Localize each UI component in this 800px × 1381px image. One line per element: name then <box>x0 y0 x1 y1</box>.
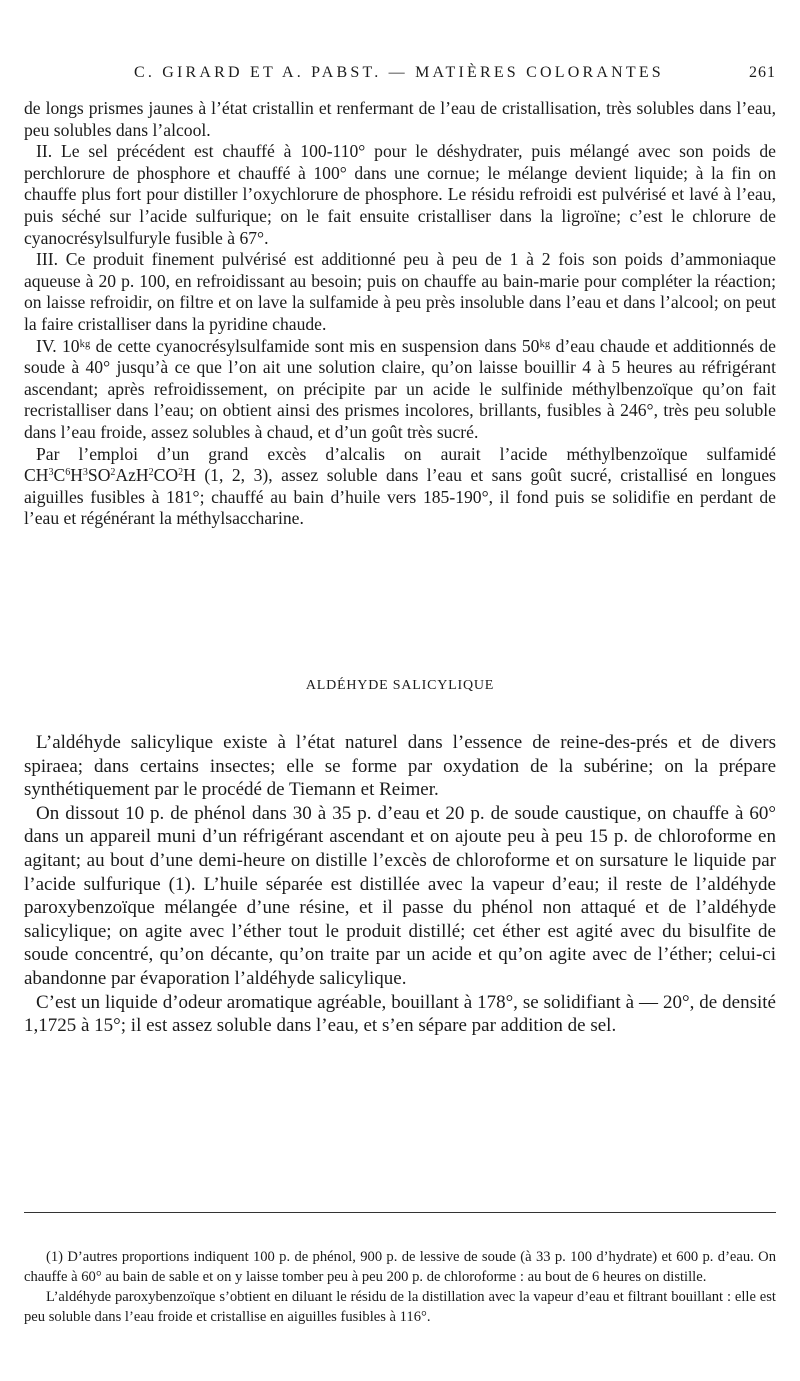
running-head <box>24 64 776 86</box>
paragraph-continuation: de longs prismes jaunes à l’état cristallin et renfermant de l’eau de cristallisation, très solubles dans l’eau, peu solubles dans l’alcool. <box>24 98 776 140</box>
formula-subscript: 6 <box>65 467 71 479</box>
footnote-1-continuation: L’aldéhyde paroxybenzoïque s’obtient en diluant le résidu de la distillation avec la vapeur d’eau et filtrant bouillant : elle est peu soluble dans l’eau froide et cristallise en aiguilles fusibles à 116°. <box>24 1289 776 1325</box>
paragraph-intro: L’aldéhyde salicylique existe à l’état naturel dans l’essence de reine-des-prés et de divers spiraea; dans certains insectes; elle se forme par oxydation de la subérine; on la prépare synthétiquement par le procédé de Tiemann et Reimer. <box>24 732 776 801</box>
upper-text-block <box>24 98 776 530</box>
formula-subscript: 2 <box>148 467 154 479</box>
formula-subscript: 2 <box>110 467 116 479</box>
footnote-1: (1) D’autres proportions indiquent 100 p. de phénol, 900 p. de lessive de soude (à 33 p. 100 d’hydrate) et 600 p. d’eau. On chauffe à 60° au bain de sable et on y laisse tomber peu à peu 200 p. de chloroforme : au bout de 6 heures on distille. <box>24 1249 776 1285</box>
book-page <box>24 0 776 1381</box>
formula-part: AzH <box>115 465 149 486</box>
footnotes <box>24 1247 776 1327</box>
page-number: 261 <box>749 64 776 81</box>
lower-text-block <box>24 731 776 1038</box>
formula-subscript: 3 <box>82 467 88 479</box>
formula-subscript: 3 <box>48 467 54 479</box>
section-title: ALDÉHYDE SALICYLIQUE <box>305 678 495 693</box>
paragraph-step-2: II. Le sel précédent est chauffé à 100-110° pour le déshydrater, puis mélangé avec son poids de perchlorure de phosphore et chauffé à 100° dans une cornue; le mélange devient liquide; à la fin on chauffe plus fort pour distiller l’oxychlorure de phosphore. Le résidu refroidi est pulvérisé et lavé à l’eau, puis séché sur l’acide sulfurique; on le fait ensuite cristalliser dans la ligroïne; c’est le chlorure de cyanocrésylsulfuryle fusible à 67°. <box>24 141 776 248</box>
formula-part: H <box>70 465 83 486</box>
paragraph-step-3: III. Ce produit finement pulvérisé est additionné peu à peu de 1 à 2 fois son poids d’ammoniaque aqueuse à 20 p. 100, en refroidissant au besoin; puis on chauffe au bain-marie pour compléter la réaction; on laisse refroidir, on filtre et on lave la sulfamide à peu près insoluble dans l’eau et dans l’alcool; on peut la faire cristalliser dans la pyridine chaude. <box>24 249 776 334</box>
formula-subscript: 2 <box>178 467 184 479</box>
formula-part: C <box>53 465 66 486</box>
paragraph-preparation: On dissout 10 p. de phénol dans 30 à 35 p. d’eau et 20 p. de soude caustique, on chauffe à 60° dans un appareil muni d’un réfrigérant ascendant et on ajoute peu à peu 15 p. de chloroforme en agitant; au bout d’une demi-heure on distille l’excès de chloroforme et on sursature le liquide par l’acide sulfurique (1). L’huile séparée est distillée avec la vapeur d’eau; il reste de l’aldéhyde paroxybenzoïque mélangée d’une résine, et il passe du phénol non attaqué et de l’aldéhyde salicylique; on agite avec l’éther tout le produit distillé; cet éther est agité avec du bisulfite de soude concentré, qu’on décante, qu’on traite par un acide et qu’on agite avec de l’éther; celui-ci abandonne par évaporation l’aldéhyde salicylique. <box>24 802 776 989</box>
paragraph-alkali-note <box>24 444 776 530</box>
formula-part: H <box>183 465 196 486</box>
paragraph-properties: C’est un liquide d’odeur aromatique agréable, bouillant à 178°, se solidifiant à — 20°, de densité 1,1725 à 15°; il est assez soluble dans l’eau, et s’en sépare par addition de sel. <box>24 991 776 1037</box>
alkali-note-end: (1, 2, 3), assez soluble dans l’eau et sans goût sucré, cristallisé en longues aiguilles fusibles à 181°; chauffé au bain d’huile vers 185-190°, il fond puis se solidifie en perdant de l’eau et régénérant la méthylsaccharine. <box>24 465 776 529</box>
alkali-note-start: Par l’emploi d’un grand excès d’alcalis on aurait l’acide méthylbenzoïque sulfamidé <box>36 443 776 464</box>
running-title: C. GIRARD ET A. PABST. — MATIÈRES COLORANTES <box>134 64 664 81</box>
formula-part: CH <box>24 465 49 486</box>
footnote-divider <box>24 1212 776 1213</box>
chemical-formula <box>24 465 196 485</box>
paragraph-step-4: IV. 10ᵏᵍ de cette cyanocrésylsulfamide sont mis en suspension dans 50ᵏᵍ d’eau chaude et additionnés de soude à 40° jusqu’à ce que l’on ait une solution claire, qu’on laisse bouillir 4 à 5 heures au réfrigérant ascendant; après refroidissement, on précipite par un acide le sulfinide méthylbenzoïque qu’on fait recristalliser dans l’eau; on obtient ainsi des prismes incolores, brillants, fusibles à 246°, très peu soluble dans l’eau froide, assez solubles à chaud, et d’un goût très sucré. <box>24 335 776 442</box>
formula-part: SO <box>87 465 111 486</box>
formula-part: CO <box>153 465 179 486</box>
